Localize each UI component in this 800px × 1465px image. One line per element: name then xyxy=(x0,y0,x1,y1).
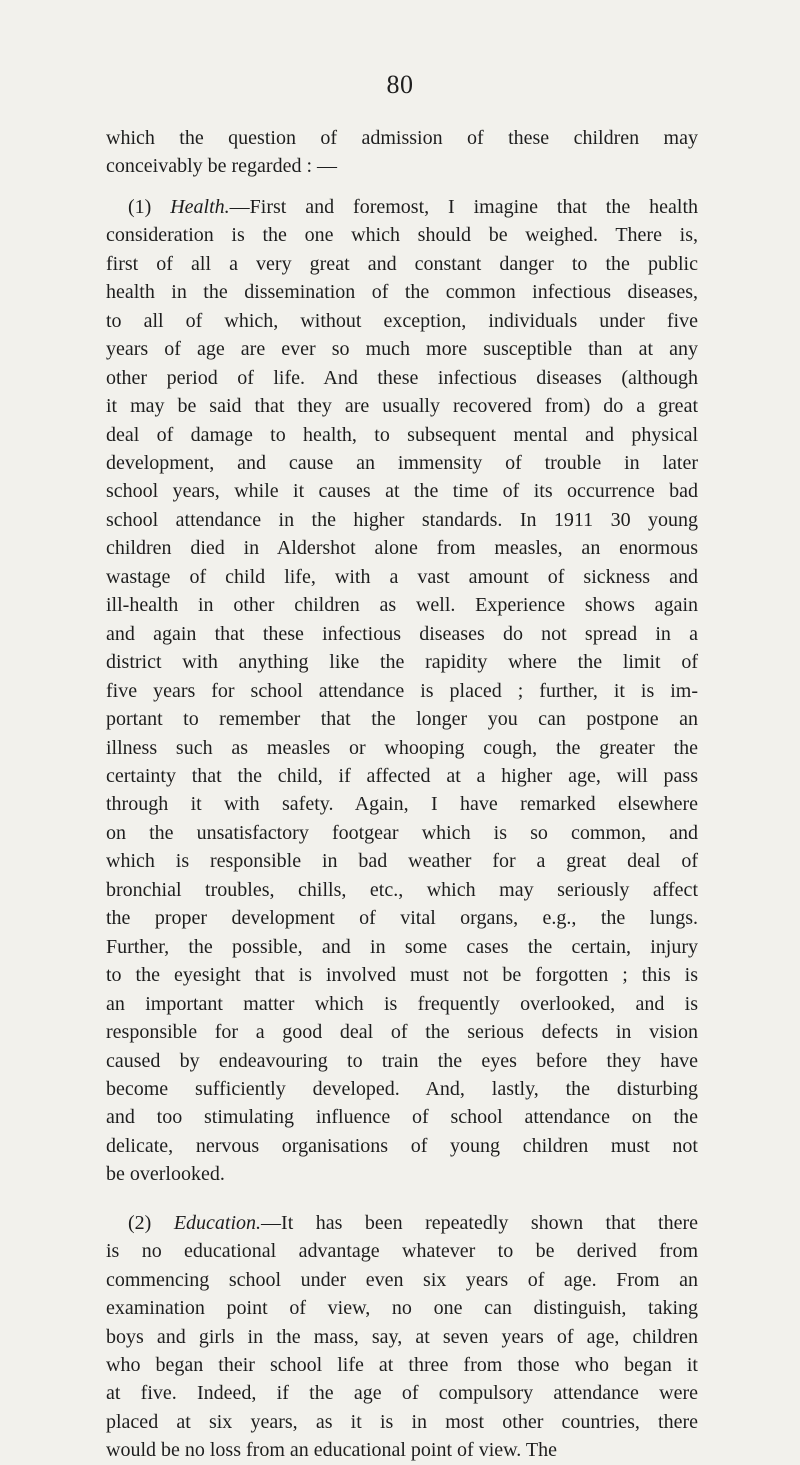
text-line: to the eyesight that is involved must not be forgotten ; this is xyxy=(106,964,698,987)
text-line: consideration is the one which should be weighed. There is, xyxy=(106,224,698,247)
body-text xyxy=(106,124,698,1465)
text-line: school attendance in the higher standards. In 1911 30 young xyxy=(106,508,698,531)
text-line: illness such as measles or whooping cough, the greater the xyxy=(106,736,698,759)
page-number: 80 xyxy=(386,70,414,99)
text-line: which is responsible in bad weather for a great deal of xyxy=(106,850,698,873)
text-line: district with anything like the rapidity where the limit of xyxy=(106,651,698,674)
text-line: it may be said that they are usually recovered from) do a great xyxy=(106,395,698,418)
text-line: school years, while it causes at the time of its occurrence bad xyxy=(106,480,698,503)
text-line: Further, the possible, and in some cases the certain, injury xyxy=(106,935,698,958)
text-line: is no educational advantage whatever to be derived from xyxy=(106,1240,698,1263)
text-line: who began their school life at three from those who began it xyxy=(106,1354,698,1377)
text-line: children died in Aldershot alone from measles, an enormous xyxy=(106,537,698,560)
text-line: placed at six years, as it is in most other countries, there xyxy=(106,1410,698,1433)
text-line: on the unsatisfactory footgear which is so common, and xyxy=(106,821,698,844)
section-heading: Education. xyxy=(173,1211,262,1234)
text-line: certainty that the child, if affected at a higher age, will pass xyxy=(106,764,698,787)
text-line: deal of damage to health, to subsequent mental and physical xyxy=(106,423,698,446)
paragraph-education xyxy=(106,1209,698,1465)
text-line: through it with safety. Again, I have remarked elsewhere xyxy=(106,793,698,816)
text-line: bronchial troubles, chills, etc., which may seriously affect xyxy=(106,878,698,901)
text-line: commencing school under even six years of age. From an xyxy=(106,1268,698,1291)
text-line: other period of life. And these infectious diseases (although xyxy=(106,366,698,389)
text-line: ill-health in other children as well. Experience shows again xyxy=(106,594,698,617)
text-line: become sufficiently developed. And, lastly, the disturbing xyxy=(106,1077,698,1100)
text-line: wastage of child life, with a vast amount of sickness and xyxy=(106,565,698,588)
text-line: examination point of view, no one can distinguish, taking xyxy=(106,1297,698,1320)
text-line: and again that these infectious diseases do not spread in a xyxy=(106,622,698,645)
text-line: conceivably be regarded : — xyxy=(106,155,338,178)
text-line: to all of which, without exception, individuals under five xyxy=(106,309,698,332)
text-line: delicate, nervous organisations of young children must not xyxy=(106,1134,698,1157)
text-line: five years for school attendance is placed ; further, it is im- xyxy=(106,679,698,702)
text-line: and too stimulating influence of school attendance on the xyxy=(106,1106,698,1129)
paragraph-intro xyxy=(106,124,698,181)
section-number: (2) xyxy=(128,1211,174,1234)
text-line: caused by endeavouring to train the eyes before they have xyxy=(106,1049,698,1072)
paragraph-health xyxy=(106,193,698,1189)
text-line: boys and girls in the mass, say, at seven years of age, children xyxy=(106,1325,698,1348)
text-line: be overlooked. xyxy=(106,1163,225,1186)
section-heading: Health. xyxy=(170,195,230,218)
text-line: which the question of admission of these children may xyxy=(106,127,698,149)
text-line: the proper development of vital organs, e.g., the lungs. xyxy=(106,907,698,930)
text-line: first of all a very great and constant danger to the public xyxy=(106,252,698,275)
text-line: at five. Indeed, if the age of compulsory attendance were xyxy=(106,1382,698,1405)
text-line: would be no loss from an educational point of view. The xyxy=(106,1439,558,1462)
text-line: an important matter which is frequently overlooked, and is xyxy=(106,992,698,1015)
text-line: years of age are ever so much more susceptible than at any xyxy=(106,338,698,361)
text-line: responsible for a good deal of the serious defects in vision xyxy=(106,1021,698,1044)
text-line: (1) Health.—First and foremost, I imagine that the health xyxy=(128,195,698,218)
text-line: (2) Education.—It has been repeatedly shown that there xyxy=(128,1211,698,1234)
text-line: health in the dissemination of the common infectious diseases, xyxy=(106,281,698,304)
section-number: (1) xyxy=(128,195,171,218)
text-line: portant to remember that the longer you can postpone an xyxy=(106,708,698,731)
text-line: development, and cause an immensity of trouble in later xyxy=(106,451,698,474)
